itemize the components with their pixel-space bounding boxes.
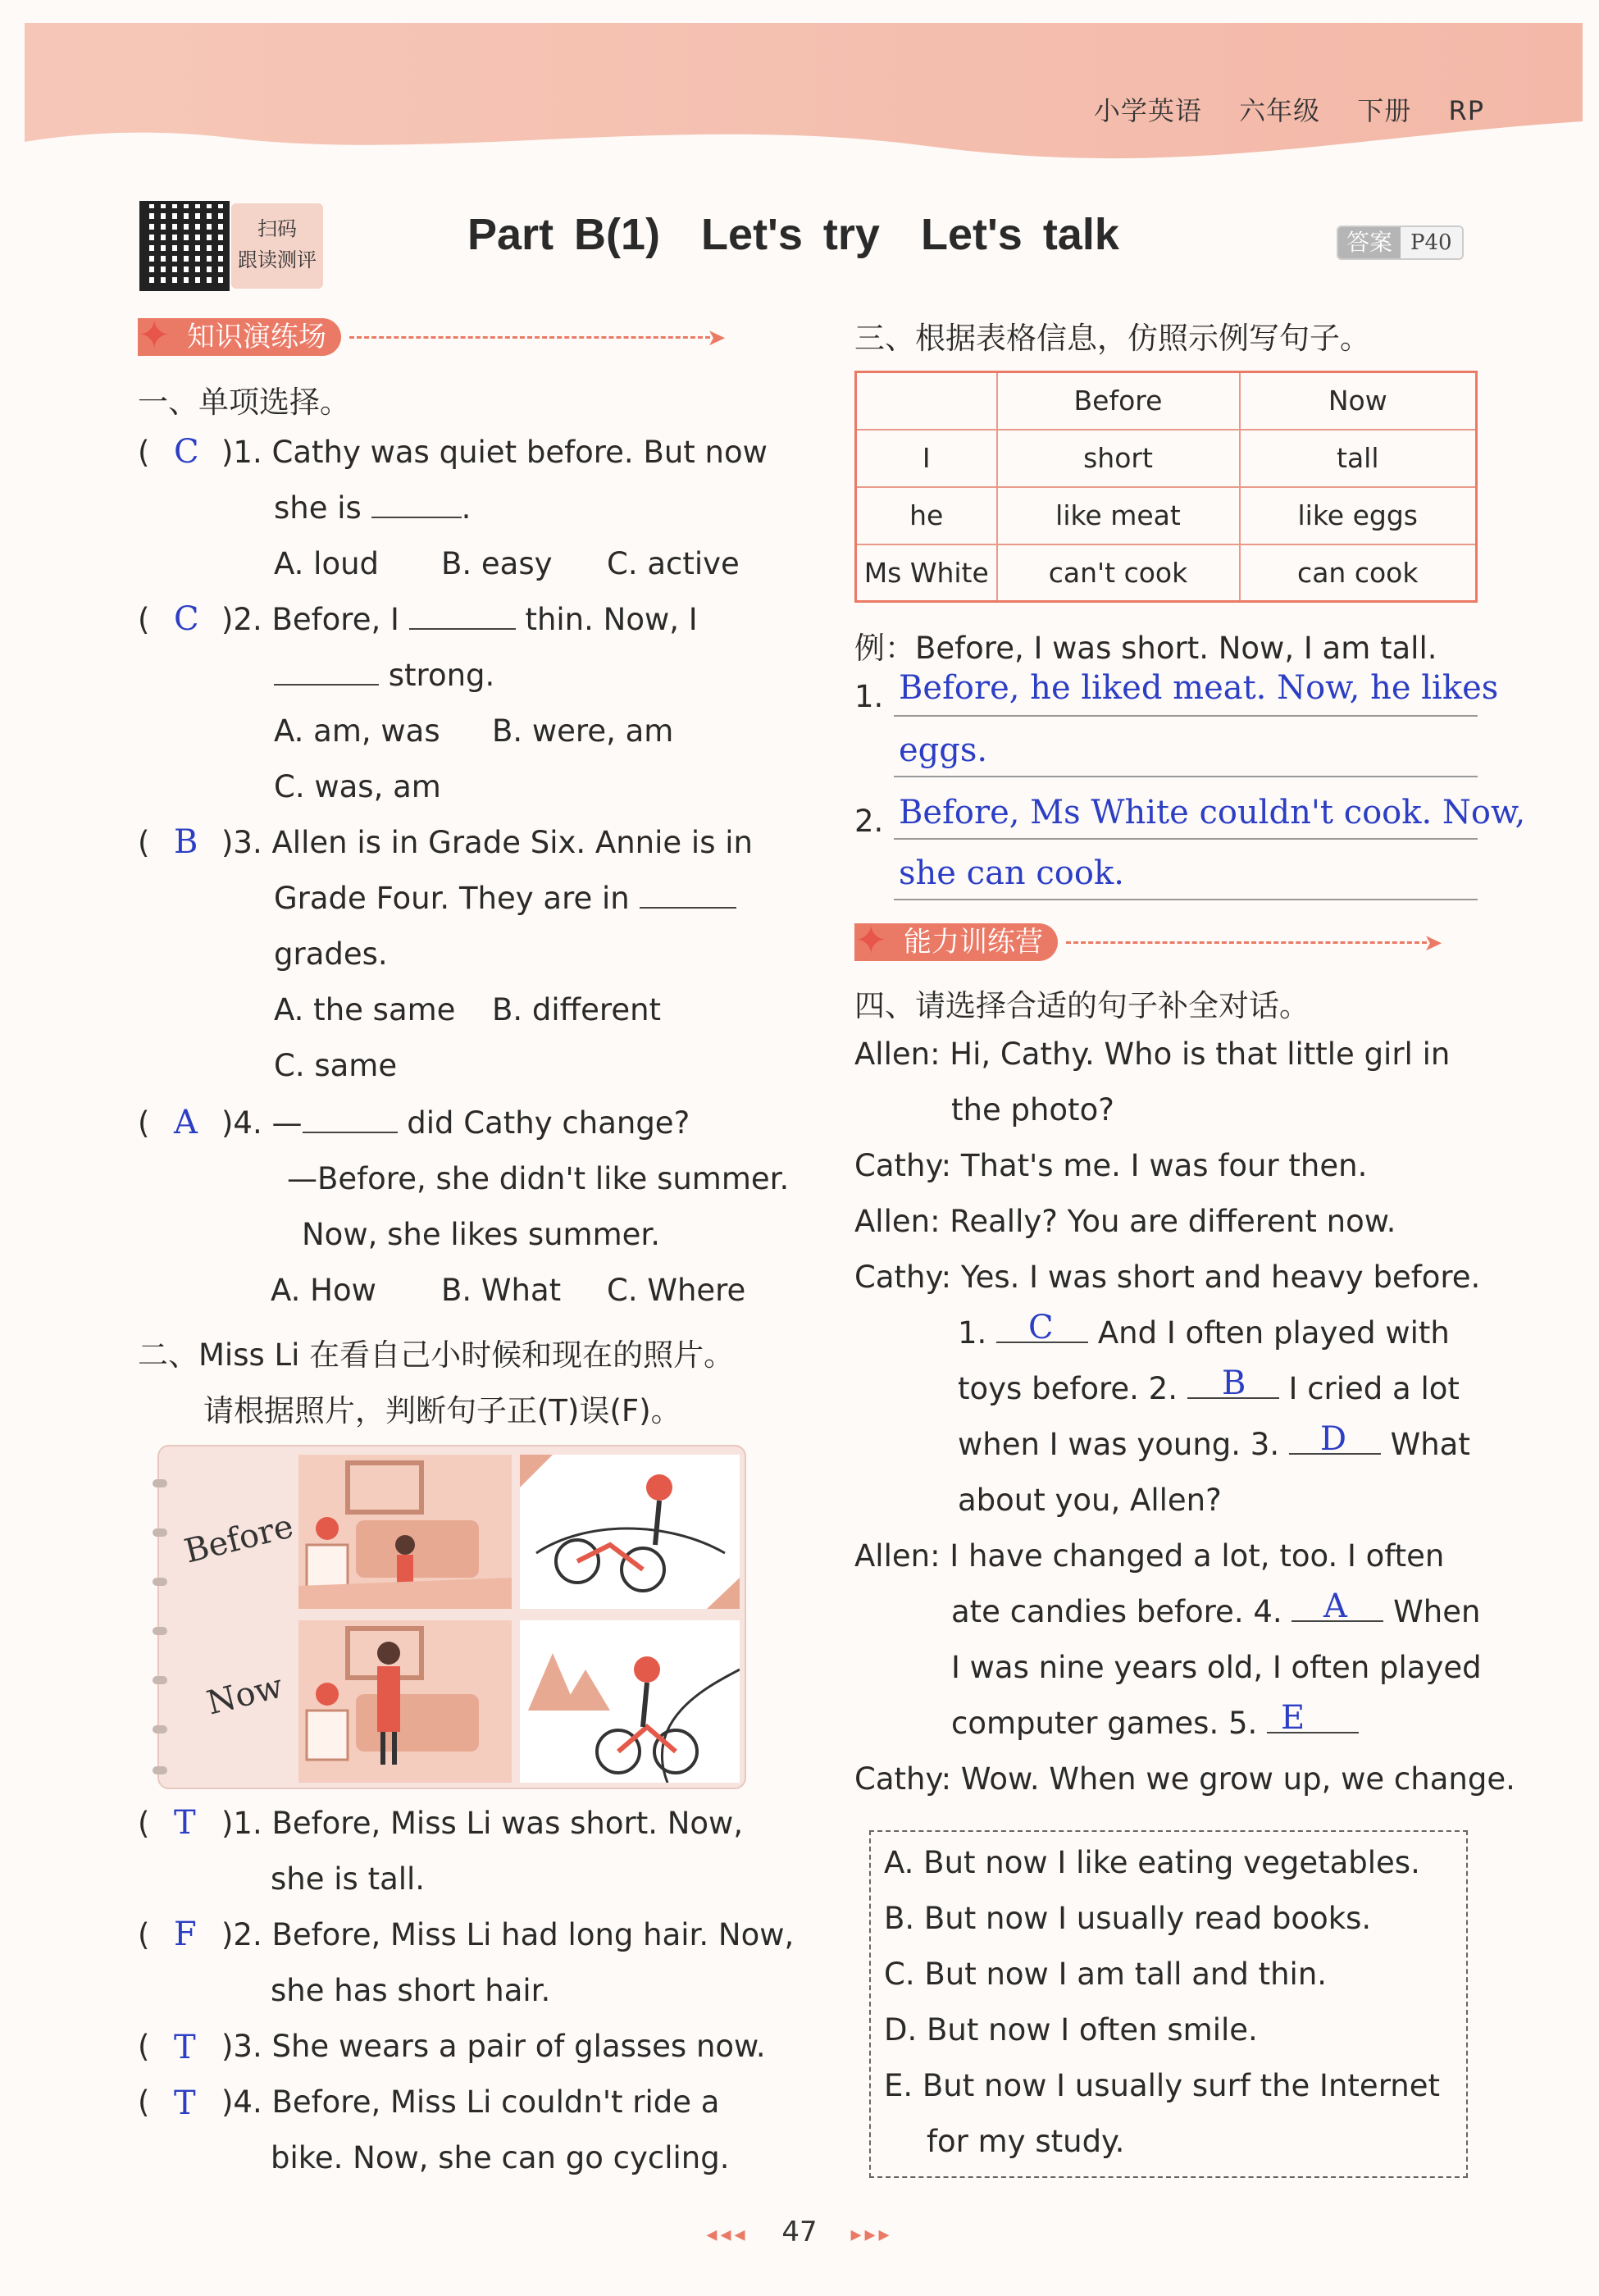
answer-badge[interactable]: 答案 P40 <box>1337 226 1464 260</box>
now-label: Now <box>203 1667 287 1723</box>
page-footer <box>0 2216 1599 2248</box>
blank-answer-1: C <box>1028 1309 1054 1346</box>
star-icon: ✦ <box>138 312 171 358</box>
answer-2-1: T <box>174 1804 196 1842</box>
option-d: D. But now I often smile. <box>884 2012 1258 2048</box>
answer-1-3: B <box>174 823 198 861</box>
next-arrows-icon: ▸▸▸ <box>850 2222 893 2247</box>
section-tag-training: ✦ 能力训练营 ➤ <box>854 918 1443 963</box>
qr-code-icon[interactable] <box>139 201 230 291</box>
option-c: C. But now I am tall and thin. <box>884 1957 1328 1992</box>
q3-heading: 三、根据表格信息，仿照示例写句子。 <box>854 321 1370 356</box>
option-e: E. But now I usually surf the Internet <box>884 2068 1440 2103</box>
now-bike-image <box>520 1620 740 1783</box>
page-title: Part B(1) Let's try Let's talk <box>467 210 1119 259</box>
volume: 下册 <box>1357 95 1412 126</box>
answer-2-2: F <box>174 1916 197 1953</box>
arrow-icon: ➤ <box>1424 928 1443 956</box>
header-meta <box>1066 90 1484 128</box>
option-a: A. But now I like eating vegetables. <box>884 1845 1420 1880</box>
example-sentence: 例：Before, I was short. Now, I am tall. <box>854 631 1437 666</box>
written-answer-1-line2: eggs. <box>899 731 988 769</box>
page-number: 47 <box>781 2216 818 2248</box>
prev-arrows-icon: ◂◂◂ <box>706 2222 749 2247</box>
now-room-image <box>298 1620 512 1783</box>
before-label: Before <box>180 1507 298 1571</box>
grade: 六年级 <box>1239 95 1321 126</box>
section-tag-practice: ✦ 知识演练场 ➤ <box>138 312 727 358</box>
blank-answer-5: E <box>1281 1699 1305 1737</box>
written-answer-2-line1: Before, Ms White couldn't cook. Now, <box>899 794 1526 831</box>
qr-label[interactable]: 扫码 跟读测评 <box>231 203 323 289</box>
answer-1-4: A <box>174 1104 198 1141</box>
q4-heading: 四、请选择合适的句子补全对话。 <box>854 988 1310 1023</box>
answer-1-1: C <box>174 433 199 471</box>
subject: 小学英语 <box>1093 95 1202 126</box>
star-icon: ✦ <box>854 918 888 963</box>
answer-2-4: T <box>174 2084 196 2122</box>
q1-heading: 一、单项选择。 <box>138 385 350 420</box>
answer-1-2: C <box>174 600 199 638</box>
comparison-picture <box>157 1445 746 1789</box>
written-answer-2-line2: she can cook. <box>899 854 1124 892</box>
q2-heading: 二、Miss Li 在看自己小时候和现在的照片。 <box>138 1337 735 1373</box>
option-b: B. But now I usually read books. <box>884 1901 1372 1936</box>
edition: RP <box>1448 95 1484 126</box>
blank-answer-3: D <box>1320 1420 1347 1458</box>
info-table: Before Now I short tall he like meat like eggs Ms White can't cook can cook <box>854 371 1478 603</box>
option-e-cont: for my study. <box>927 2124 1125 2159</box>
before-bike-image <box>520 1455 740 1609</box>
written-answer-1-line1: Before, he liked meat. Now, he likes <box>899 669 1499 707</box>
arrow-icon: ➤ <box>707 323 727 351</box>
before-room-image <box>298 1455 512 1609</box>
blank-answer-4: A <box>1323 1588 1347 1625</box>
blank-answer-2: B <box>1222 1364 1246 1402</box>
answer-2-3: T <box>174 2029 196 2066</box>
